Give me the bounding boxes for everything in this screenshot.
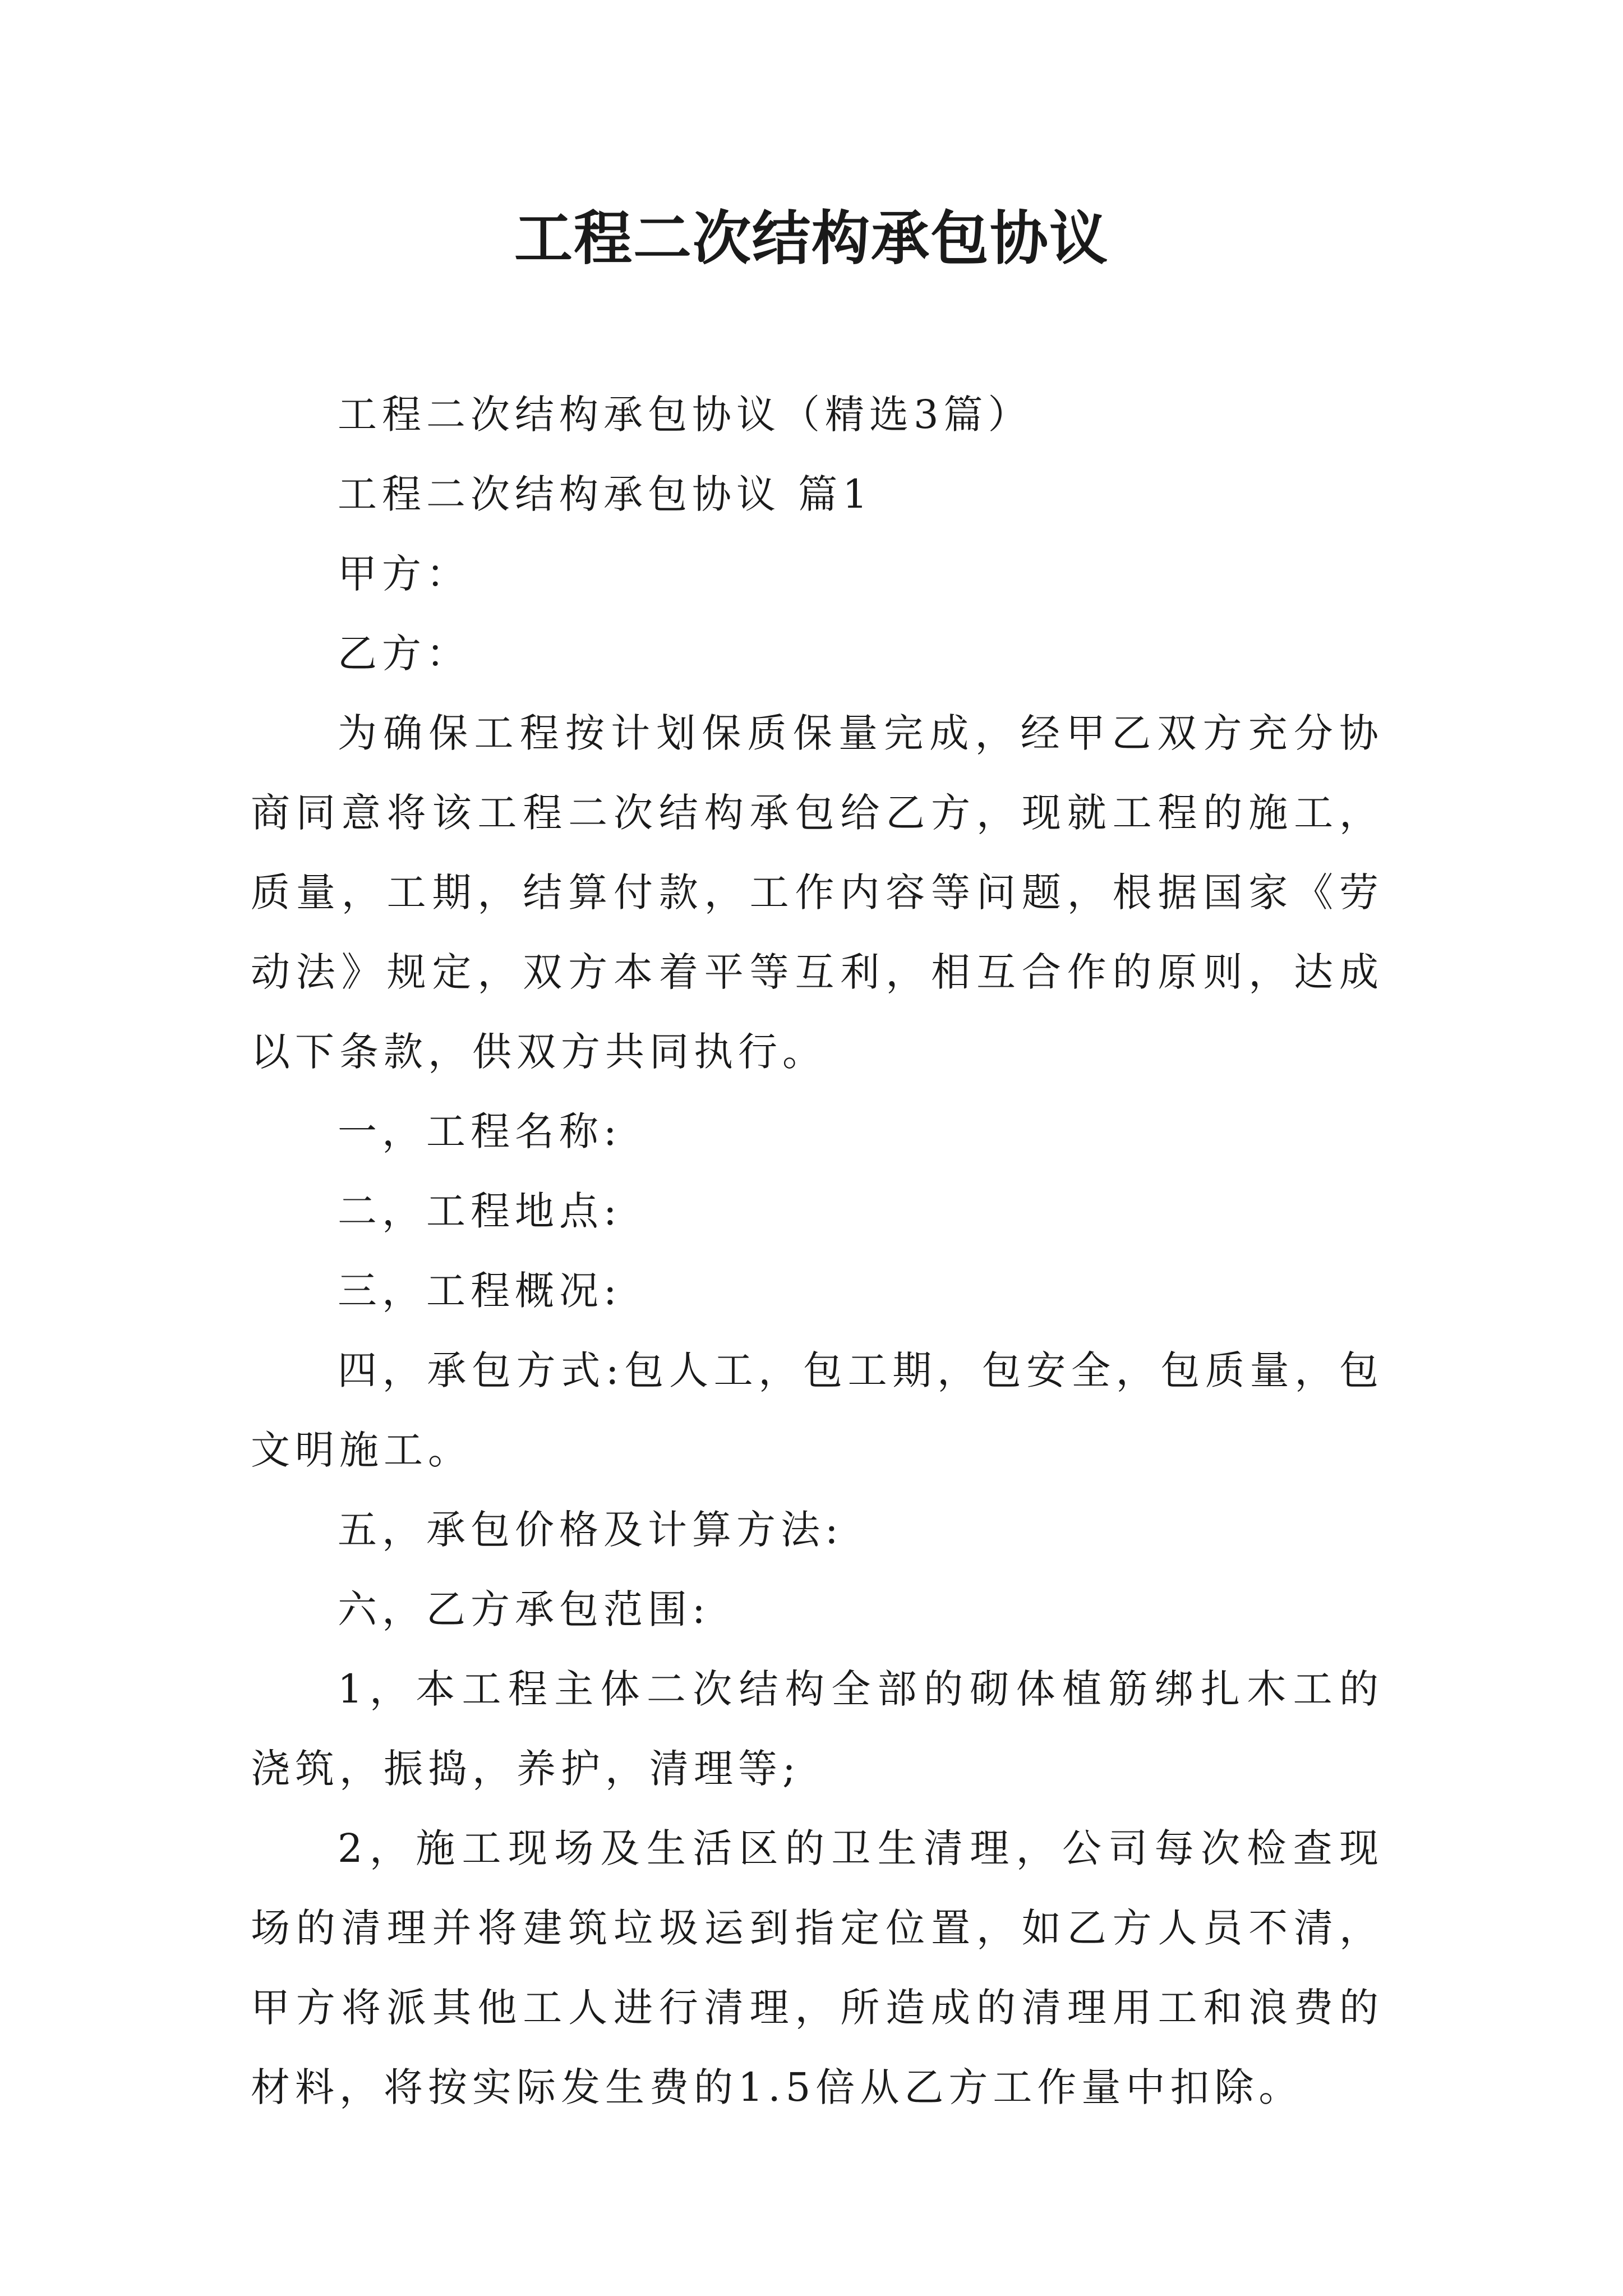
clause-scope: 六，乙方承包范围: [338,1586,711,1632]
clause-price-calculation: 五，承包价格及计算方法: [338,1507,843,1553]
document-body [251,375,1384,2127]
clause-project-name: 一，工程名称: [338,1108,622,1154]
preamble-paragraph: 为确保工程按计划保质保量完成，经甲乙双方充分协商同意将该工程二次结构承包给乙方，现就工程的施工，质量，工期，结算付款，工作内容等问题，根据国家《劳动法》规定，双方本着平等互利，相互合作的原则，达成以下条款，供双方共同执行。 [251,710,1384,1075]
clause-project-location: 二，工程地点: [338,1188,622,1234]
scope-item-2: 2，施工现场及生活区的卫生清理，公司每次检查现场的清理并将建筑垃圾运到指定位置，如乙方人员不清，甲方将派其他工人进行清理，所造成的清理用工和浪费的材料，将按实际发生费的1.5倍从乙方工作量中扣除。 [251,1825,1384,2110]
party-a-line: 甲方： [338,551,471,597]
section-heading: 工程二次结构承包协议 篇1 [338,471,873,517]
party-b-line: 乙方： [338,631,471,677]
clause-contract-method: 四，承包方式:包人工，包工期，包安全，包质量，包文明施工。 [251,1347,1384,1473]
scope-item-1: 1，本工程主体二次结构全部的砌体植筋绑扎木工的浇筑，振捣，养护，清理等; [251,1666,1384,1792]
document-title: 工程二次结构承包协议 [514,204,1109,273]
clause-project-overview: 三，工程概况: [338,1268,622,1314]
subtitle-paragraph: 工程二次结构承包协议（精选3篇） [338,392,1032,438]
